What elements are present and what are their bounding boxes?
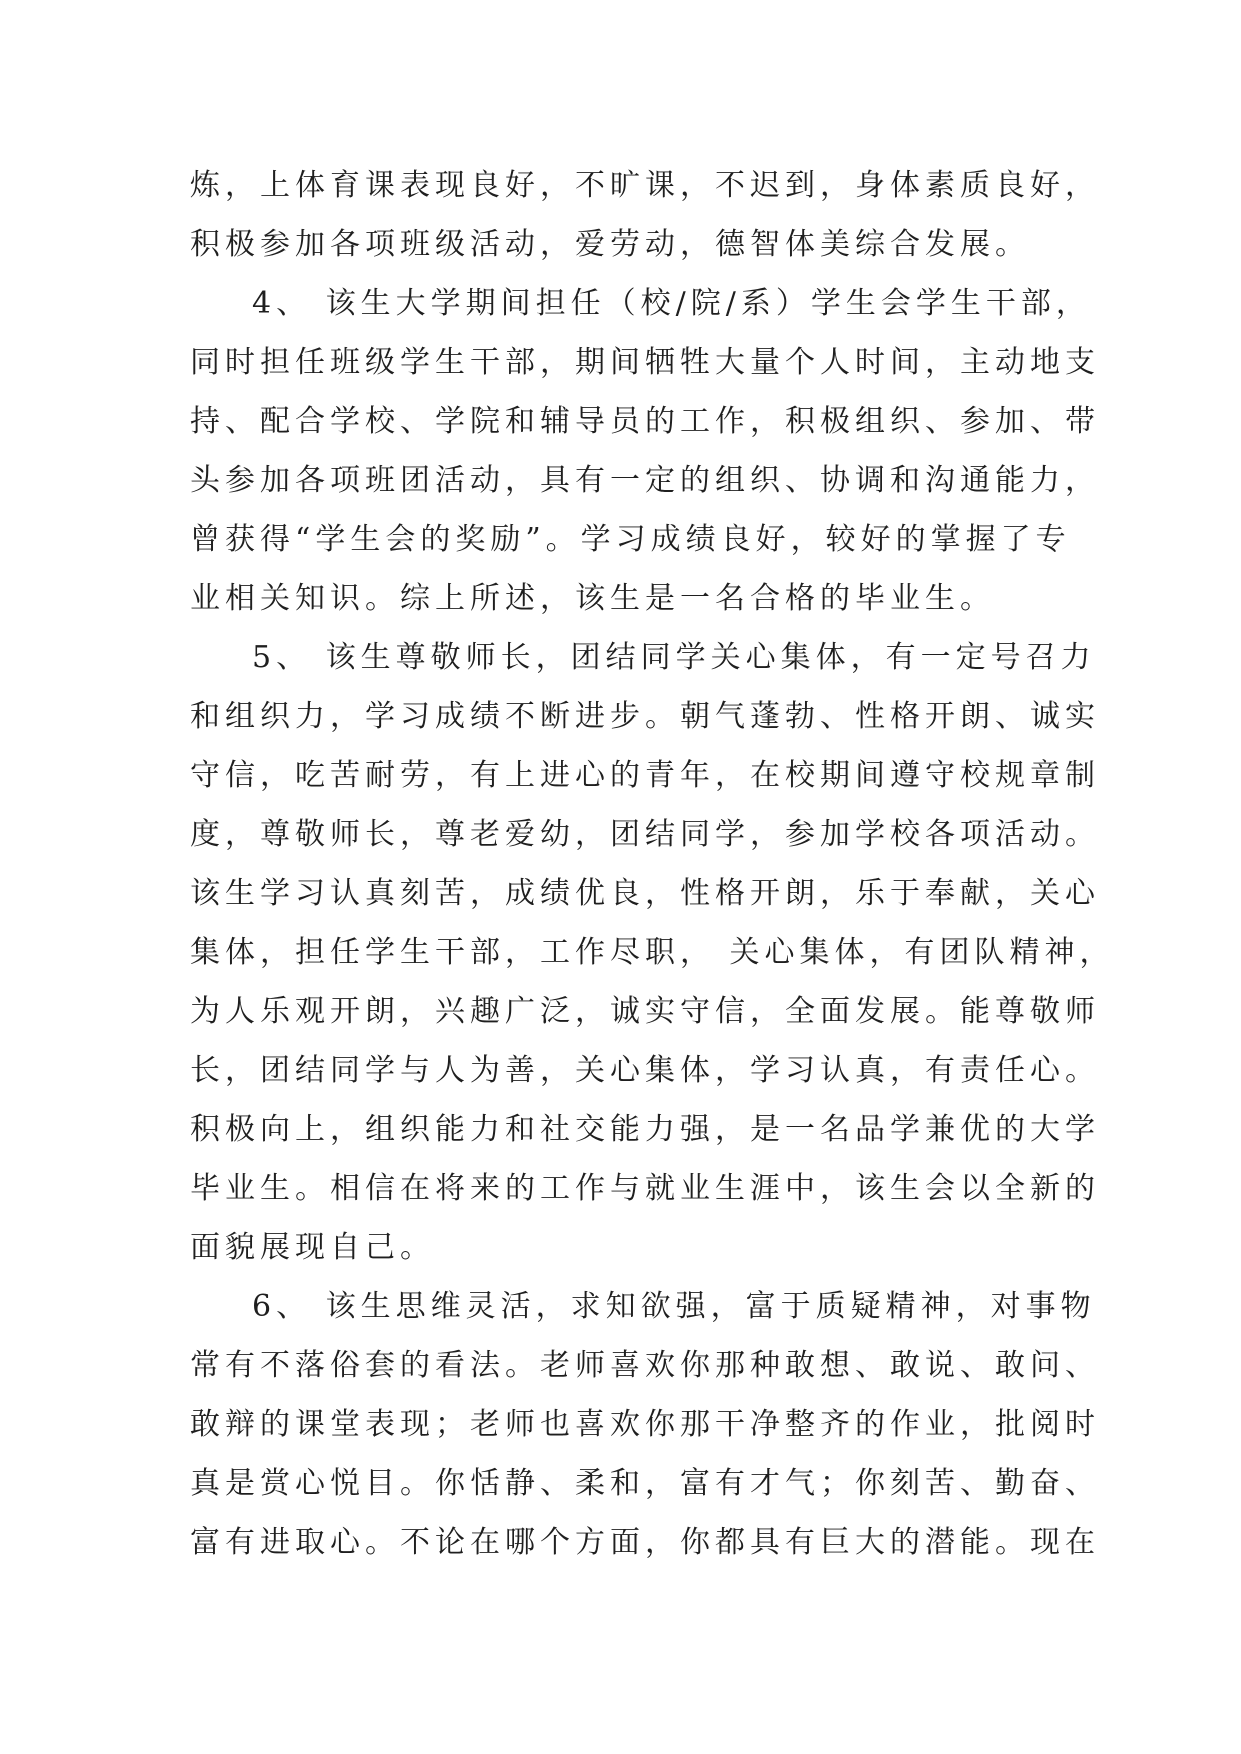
paragraph-item-6 bbox=[190, 1277, 1100, 1572]
text-line: 为人乐观开朗，兴趣广泛，诚实守信，全面发展。能尊敬师 bbox=[190, 994, 1100, 1029]
paragraph-continued bbox=[190, 156, 1100, 274]
text-line: 敢辩的课堂表现；老师也喜欢你那干净整齐的作业，批阅时 bbox=[190, 1407, 1100, 1442]
text-line: 富有进取心。不论在哪个方面，你都具有巨大的潜能。现在 bbox=[190, 1525, 1100, 1560]
text-line: 真是赏心悦目。你恬静、柔和，富有才气；你刻苦、勤奋、 bbox=[190, 1466, 1100, 1501]
text-line: 头参加各项班团活动，具有一定的组织、协调和沟通能力， bbox=[190, 463, 1100, 498]
text-line: 业相关知识。综上所述，该生是一名合格的毕业生。 bbox=[190, 581, 995, 616]
text-line: 曾获得“学生会的奖励”。学习成绩良好，较好的掌握了专 bbox=[190, 522, 1071, 557]
text-line: 和组织力，学习成绩不断进步。朝气蓬勃、性格开朗、诚实 bbox=[190, 699, 1100, 734]
text-line: 4、 该生大学期间担任（校/院/系）学生会学生干部， bbox=[252, 286, 1091, 321]
text-line: 常有不落俗套的看法。老师喜欢你那种敢想、敢说、敢问、 bbox=[190, 1348, 1100, 1383]
text-line: 该生学习认真刻苦，成绩优良，性格开朗，乐于奉献，关心 bbox=[190, 876, 1100, 911]
text-line: 6、 该生思维灵活，求知欲强，富于质疑精神，对事物 bbox=[252, 1289, 1096, 1324]
text-line: 守信，吃苦耐劳，有上进心的青年，在校期间遵守校规章制 bbox=[190, 758, 1100, 793]
paragraph-item-4 bbox=[190, 274, 1100, 628]
text-line: 同时担任班级学生干部，期间牺牲大量个人时间，主动地支 bbox=[190, 345, 1100, 380]
text-line: 积极参加各项班级活动，爱劳动，德智体美综合发展。 bbox=[190, 227, 1030, 262]
paragraph-item-5 bbox=[190, 628, 1115, 1277]
text-line: 毕业生。相信在将来的工作与就业生涯中，该生会以全新的 bbox=[190, 1171, 1100, 1206]
text-line: 炼，上体育课表现良好，不旷课，不迟到，身体素质良好， bbox=[190, 168, 1100, 203]
text-line: 长，团结同学与人为善，关心集体，学习认真，有责任心。 bbox=[190, 1053, 1100, 1088]
text-line: 度，尊敬师长，尊老爱幼，团结同学，参加学校各项活动。 bbox=[190, 817, 1100, 852]
text-line: 积极向上，组织能力和社交能力强，是一名品学兼优的大学 bbox=[190, 1112, 1100, 1147]
document-body bbox=[190, 156, 1115, 1572]
text-line: 集体，担任学生干部，工作尽职， 关心集体，有团队精神， bbox=[190, 935, 1115, 970]
text-line: 持、配合学校、学院和辅导员的工作，积极组织、参加、带 bbox=[190, 404, 1100, 439]
text-line: 面貌展现自己。 bbox=[190, 1230, 435, 1265]
text-line: 5、 该生尊敬师长，团结同学关心集体，有一定号召力 bbox=[252, 640, 1096, 675]
